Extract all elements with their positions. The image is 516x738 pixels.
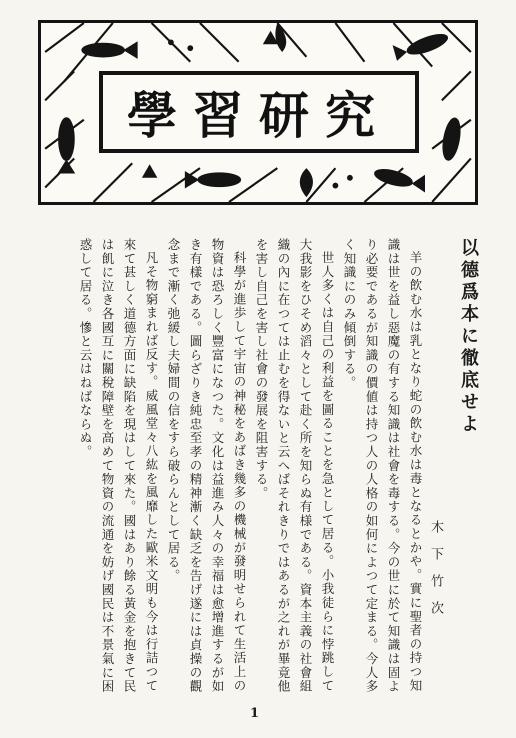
article-body (56, 238, 426, 698)
title-frame (99, 71, 419, 153)
page-number: 1 (250, 706, 260, 721)
paragraph: 科學が進歩して宇宙の神秘をあばき幾多の機械が發明せられて生活上の物資は恐ろしく豐富になつた。文化は益進み人々の幸福は愈增進するが如き有樣である。圖らざりき純忠至孝の精神漸く缺乏を告げ遂には貞操の觀念まで漸く弛緩し夫婦間の信をすら破らんとして居る。 (166, 238, 247, 694)
paragraph: 羊の飲む水は乳となり蛇の飲む水は毒となるとかや。實に聖者の持つ知識は世を益し惡魔の有する知識は社會を毒する。今の世に於て知識は固より必要であるが知識の價値は持つ人の人格の如何によつて定まる。今人多く知識にのみ傾倒する。 (342, 238, 423, 694)
magazine-title: 學習研究 (127, 86, 391, 145)
paragraph: 凡そ物窮まれば反す。威風堂々八紘を風靡した歐米文明も今は行詰つて來て甚しく道德方面に缺陷を現はして來た。國はあり餘る黃金を抱きて民は飢に泣き各國互に關稅障壁を高めて物資の流通を妨げ國民は不景氣に困惑して居る。慘と云はねばならぬ。 (78, 238, 159, 694)
paragraph: 世人多くは自己の利益を圖ることを急として居る。小我徒らに悖跳して大我影をひそめ滔々として赴く所を知らぬ有様である。資本主義の社會組織の內に在つては止むを得ないと云へばそれきりではあるが之れが畢竟他を害し自己を害し社會の發展を阻害する。 (254, 238, 335, 694)
article-author: 木下竹次 (428, 520, 443, 628)
header-banner (38, 20, 478, 205)
article-headline: 以德爲本に徹底せよ (458, 238, 479, 436)
